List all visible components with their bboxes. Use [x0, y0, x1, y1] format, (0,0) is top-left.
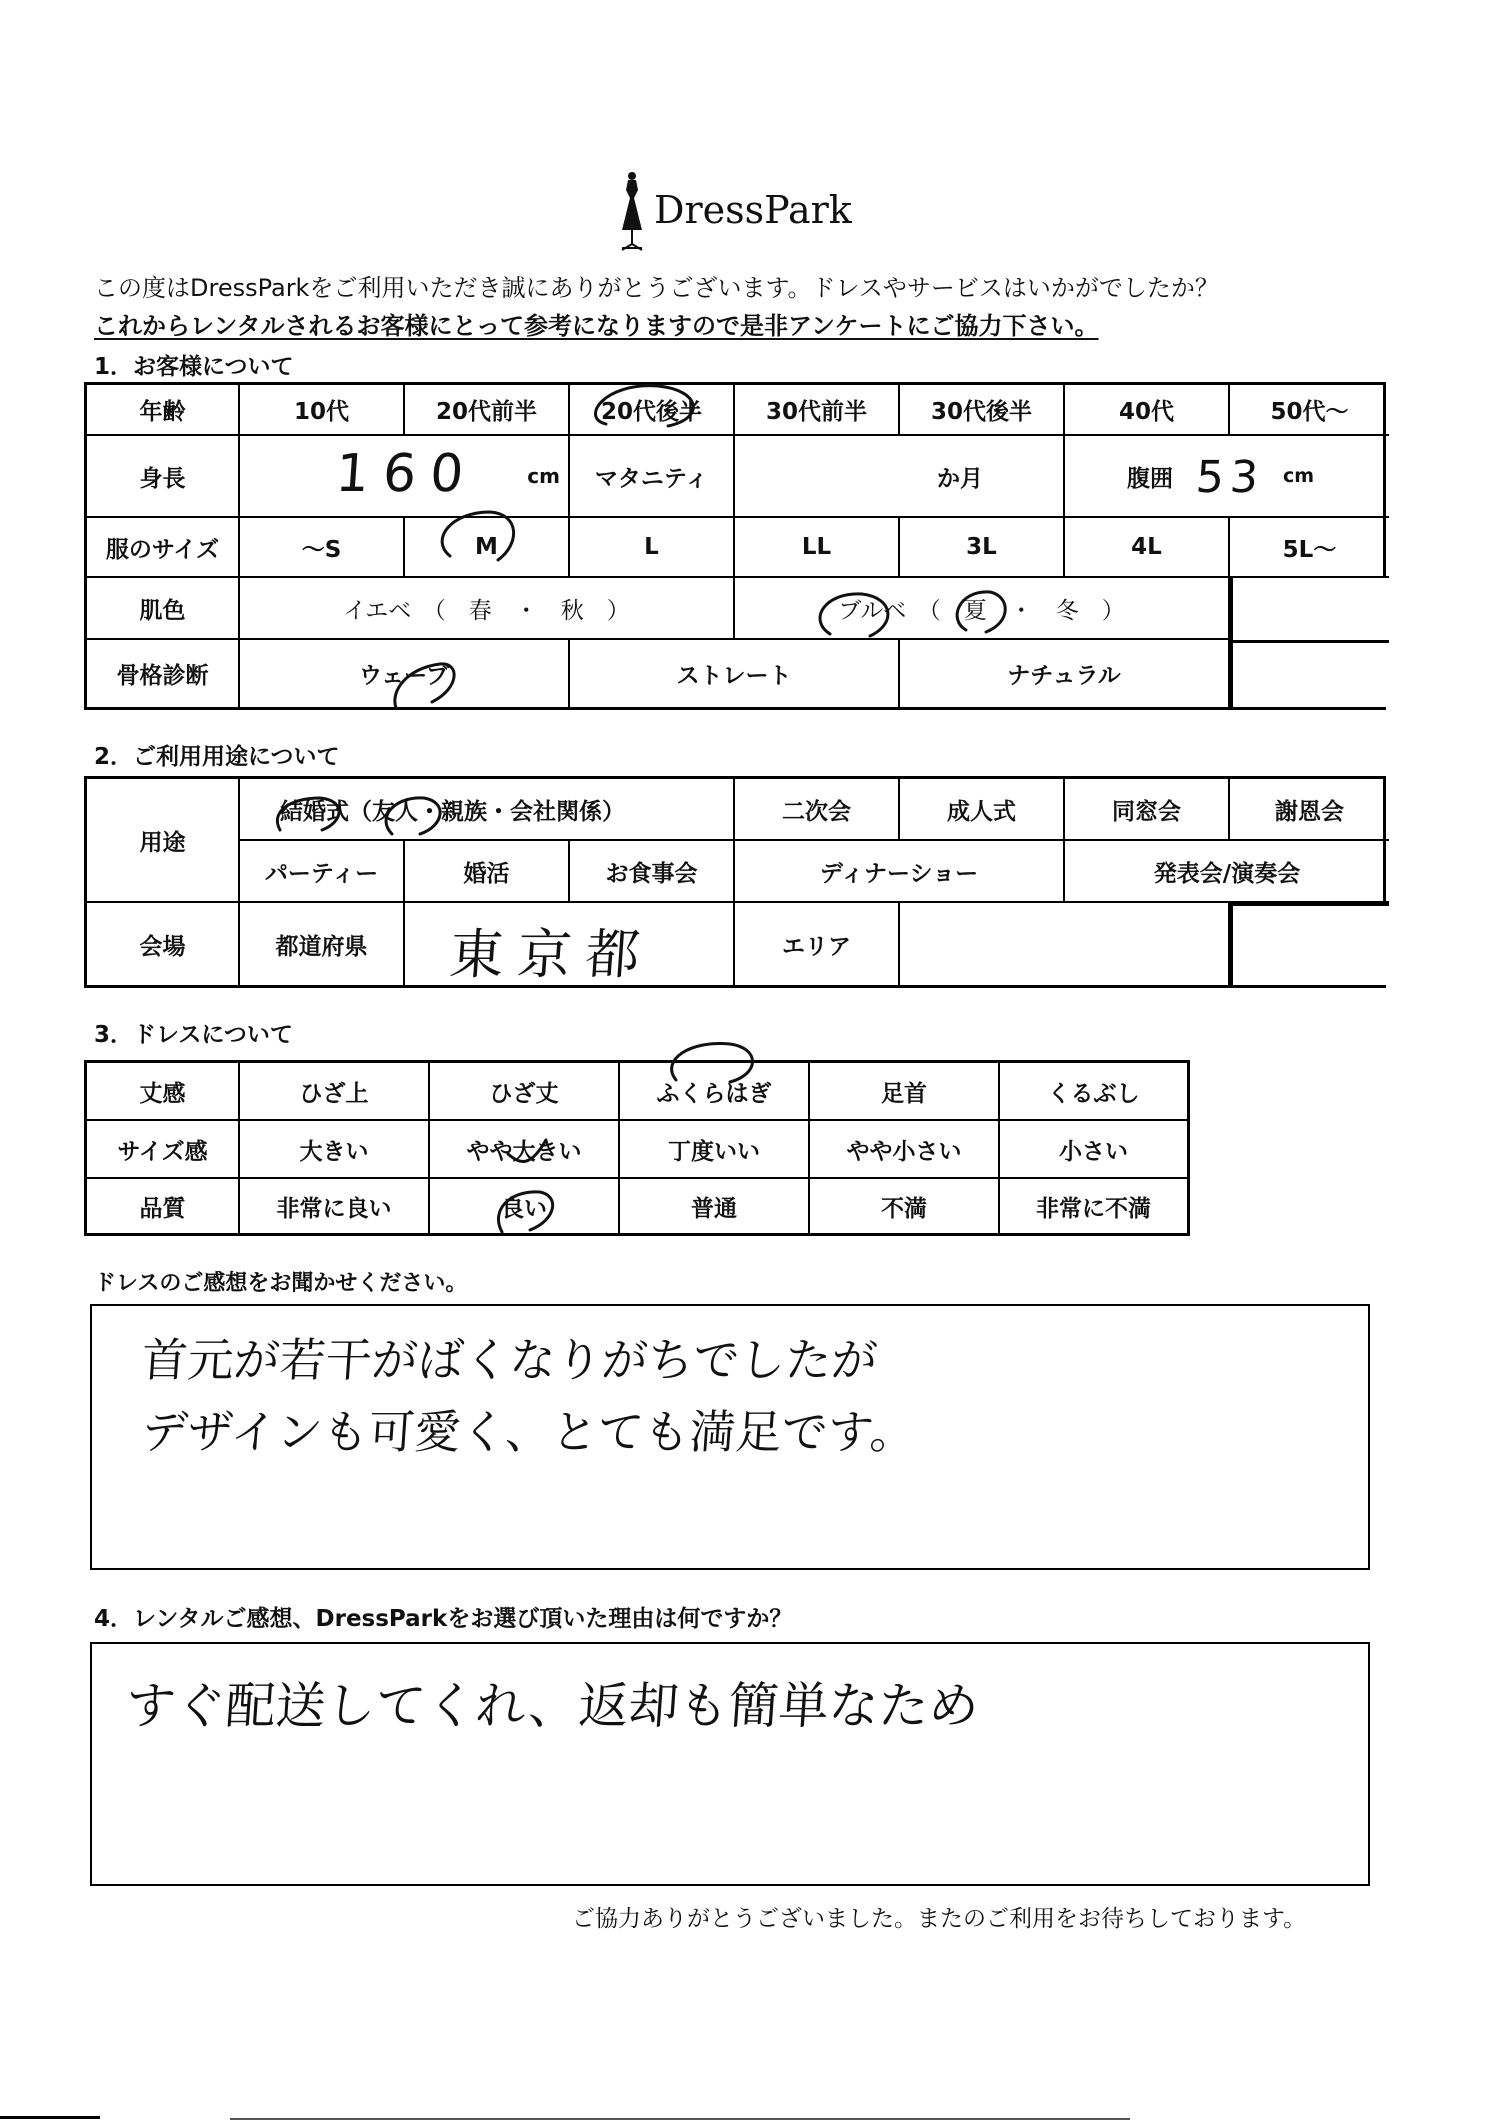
area-label: エリア: [735, 903, 900, 985]
quality-option[interactable]: 良い: [430, 1179, 620, 1233]
age-option[interactable]: 40代: [1065, 385, 1230, 436]
frame-option[interactable]: ストレート: [570, 640, 900, 707]
height-value: 160: [333, 444, 480, 504]
fit-option[interactable]: 小さい: [1000, 1121, 1187, 1179]
length-option[interactable]: くるぶし: [1000, 1063, 1187, 1121]
frame-option[interactable]: ウェーブ: [240, 640, 570, 707]
skin-yellow-option[interactable]: イエベ （ 春 ・ 秋 ）: [240, 578, 735, 640]
section1-title: 1．お客様について: [94, 354, 294, 380]
dress-form-icon: [612, 168, 652, 254]
months-unit: か月: [937, 465, 983, 492]
waist-unit: cm: [1283, 465, 1315, 487]
purpose-label: 用途: [87, 779, 240, 903]
age-option[interactable]: 20代前半: [405, 385, 570, 436]
length-option[interactable]: ひざ上: [240, 1063, 430, 1121]
purpose-option[interactable]: お食事会: [570, 841, 735, 903]
purpose-option[interactable]: 二次会: [735, 779, 900, 841]
waist-value: 53: [1194, 452, 1266, 503]
scan-edge-line: [230, 2118, 1130, 2120]
reason-answer: すぐ配送してくれ、返却も簡単なため: [123, 1677, 981, 1735]
fit-option[interactable]: 丁度いい: [620, 1121, 810, 1179]
length-option[interactable]: 足首: [810, 1063, 1000, 1121]
fit-label: サイズ感: [87, 1121, 240, 1179]
size-option[interactable]: 3L: [900, 518, 1065, 578]
size-option[interactable]: 5L～: [1230, 518, 1389, 578]
fit-option[interactable]: やや大きい: [430, 1121, 620, 1179]
length-option[interactable]: ふくらはぎ: [620, 1063, 810, 1121]
height-label: 身長: [87, 436, 240, 518]
quality-option[interactable]: 非常に良い: [240, 1179, 430, 1233]
size-option[interactable]: LL: [735, 518, 900, 578]
age-option[interactable]: 20代後半: [570, 385, 735, 436]
size-label: 服のサイズ: [87, 518, 240, 578]
purpose-option[interactable]: パーティー: [240, 841, 405, 903]
quality-option[interactable]: 普通: [620, 1179, 810, 1233]
scan-edge-line: [0, 2116, 100, 2119]
waist-label: 腹囲: [1127, 465, 1173, 492]
age-option[interactable]: 50代～: [1230, 385, 1389, 436]
frame-label: 骨格診断: [87, 640, 240, 707]
purpose-option[interactable]: 成人式: [900, 779, 1065, 841]
purpose-table: [84, 776, 1386, 988]
skin-blue-option[interactable]: ブルベ （ 夏 ・ 冬 ）: [735, 578, 1230, 640]
intro-line: この度はDressParkをご利用いただき誠にありがとうございます。ドレスやサービスはいかがでしたか？: [94, 274, 1219, 302]
section3-title: 3．ドレスについて: [94, 1022, 293, 1048]
prefecture-value: 東京都: [447, 923, 656, 986]
impressions-line: 首元が若干がばくなりがちでしたが: [139, 1333, 880, 1387]
fit-option[interactable]: 大きい: [240, 1121, 430, 1179]
empty-cell: [1230, 903, 1389, 985]
area-field[interactable]: [900, 903, 1230, 985]
purpose-option[interactable]: 婚活: [405, 841, 570, 903]
impressions-box[interactable]: [90, 1304, 1370, 1570]
impressions-line: デザインも可愛く、とても満足です。: [139, 1405, 918, 1459]
dress-table: [84, 1060, 1190, 1236]
age-option[interactable]: 30代前半: [735, 385, 900, 436]
maternity-label: マタニティ: [570, 436, 735, 518]
age-label: 年齢: [87, 385, 240, 436]
size-option[interactable]: ～S: [240, 518, 405, 578]
dresspark-logo: [612, 168, 872, 254]
height-unit: cm: [527, 464, 560, 488]
purpose-option[interactable]: 発表会/演奏会: [1065, 841, 1389, 903]
section4-title: 4．レンタルご感想、DressParkをお選び頂いた理由は何ですか？: [94, 1606, 793, 1632]
size-option[interactable]: 4L: [1065, 518, 1230, 578]
size-option[interactable]: M: [405, 518, 570, 578]
purpose-option[interactable]: ディナーショー: [735, 841, 1065, 903]
customer-table: [84, 382, 1386, 710]
size-option[interactable]: L: [570, 518, 735, 578]
quality-option[interactable]: 非常に不満: [1036, 1195, 1151, 1222]
empty-cell: [1230, 578, 1389, 640]
intro-request: これからレンタルされるお客様にとって参考になりますので是非アンケートにご協力下さい。: [94, 312, 1099, 340]
empty-cell: [1230, 640, 1389, 707]
venue-label: 会場: [87, 903, 240, 985]
maternity-months[interactable]: [735, 436, 1065, 518]
age-option[interactable]: 30代後半: [900, 385, 1065, 436]
age-option[interactable]: 10代: [240, 385, 405, 436]
purpose-option[interactable]: 同窓会: [1065, 779, 1230, 841]
quality-label: 品質: [87, 1179, 240, 1233]
purpose-wedding[interactable]: 結婚式（友人・親族・会社関係）: [240, 779, 735, 841]
skin-label: 肌色: [87, 578, 240, 640]
length-option[interactable]: ひざ丈: [430, 1063, 620, 1121]
section2-title: 2．ご利用用途について: [94, 744, 340, 770]
quality-option[interactable]: 不満: [810, 1179, 1000, 1233]
fit-option[interactable]: やや小さい: [810, 1121, 1000, 1179]
reason-box[interactable]: [90, 1642, 1370, 1886]
logo-text: DressPark: [654, 188, 852, 232]
footer-thanks: ご協力ありがとうございました。またのご利用をお待ちしております。: [572, 1906, 1307, 1932]
length-label: 丈感: [87, 1063, 240, 1121]
purpose-option[interactable]: 謝恩会: [1230, 779, 1389, 841]
impressions-title: ドレスのご感想をお聞かせください。: [94, 1271, 468, 1296]
prefecture-label: 都道府県: [240, 903, 405, 985]
frame-option[interactable]: ナチュラル: [900, 640, 1230, 707]
